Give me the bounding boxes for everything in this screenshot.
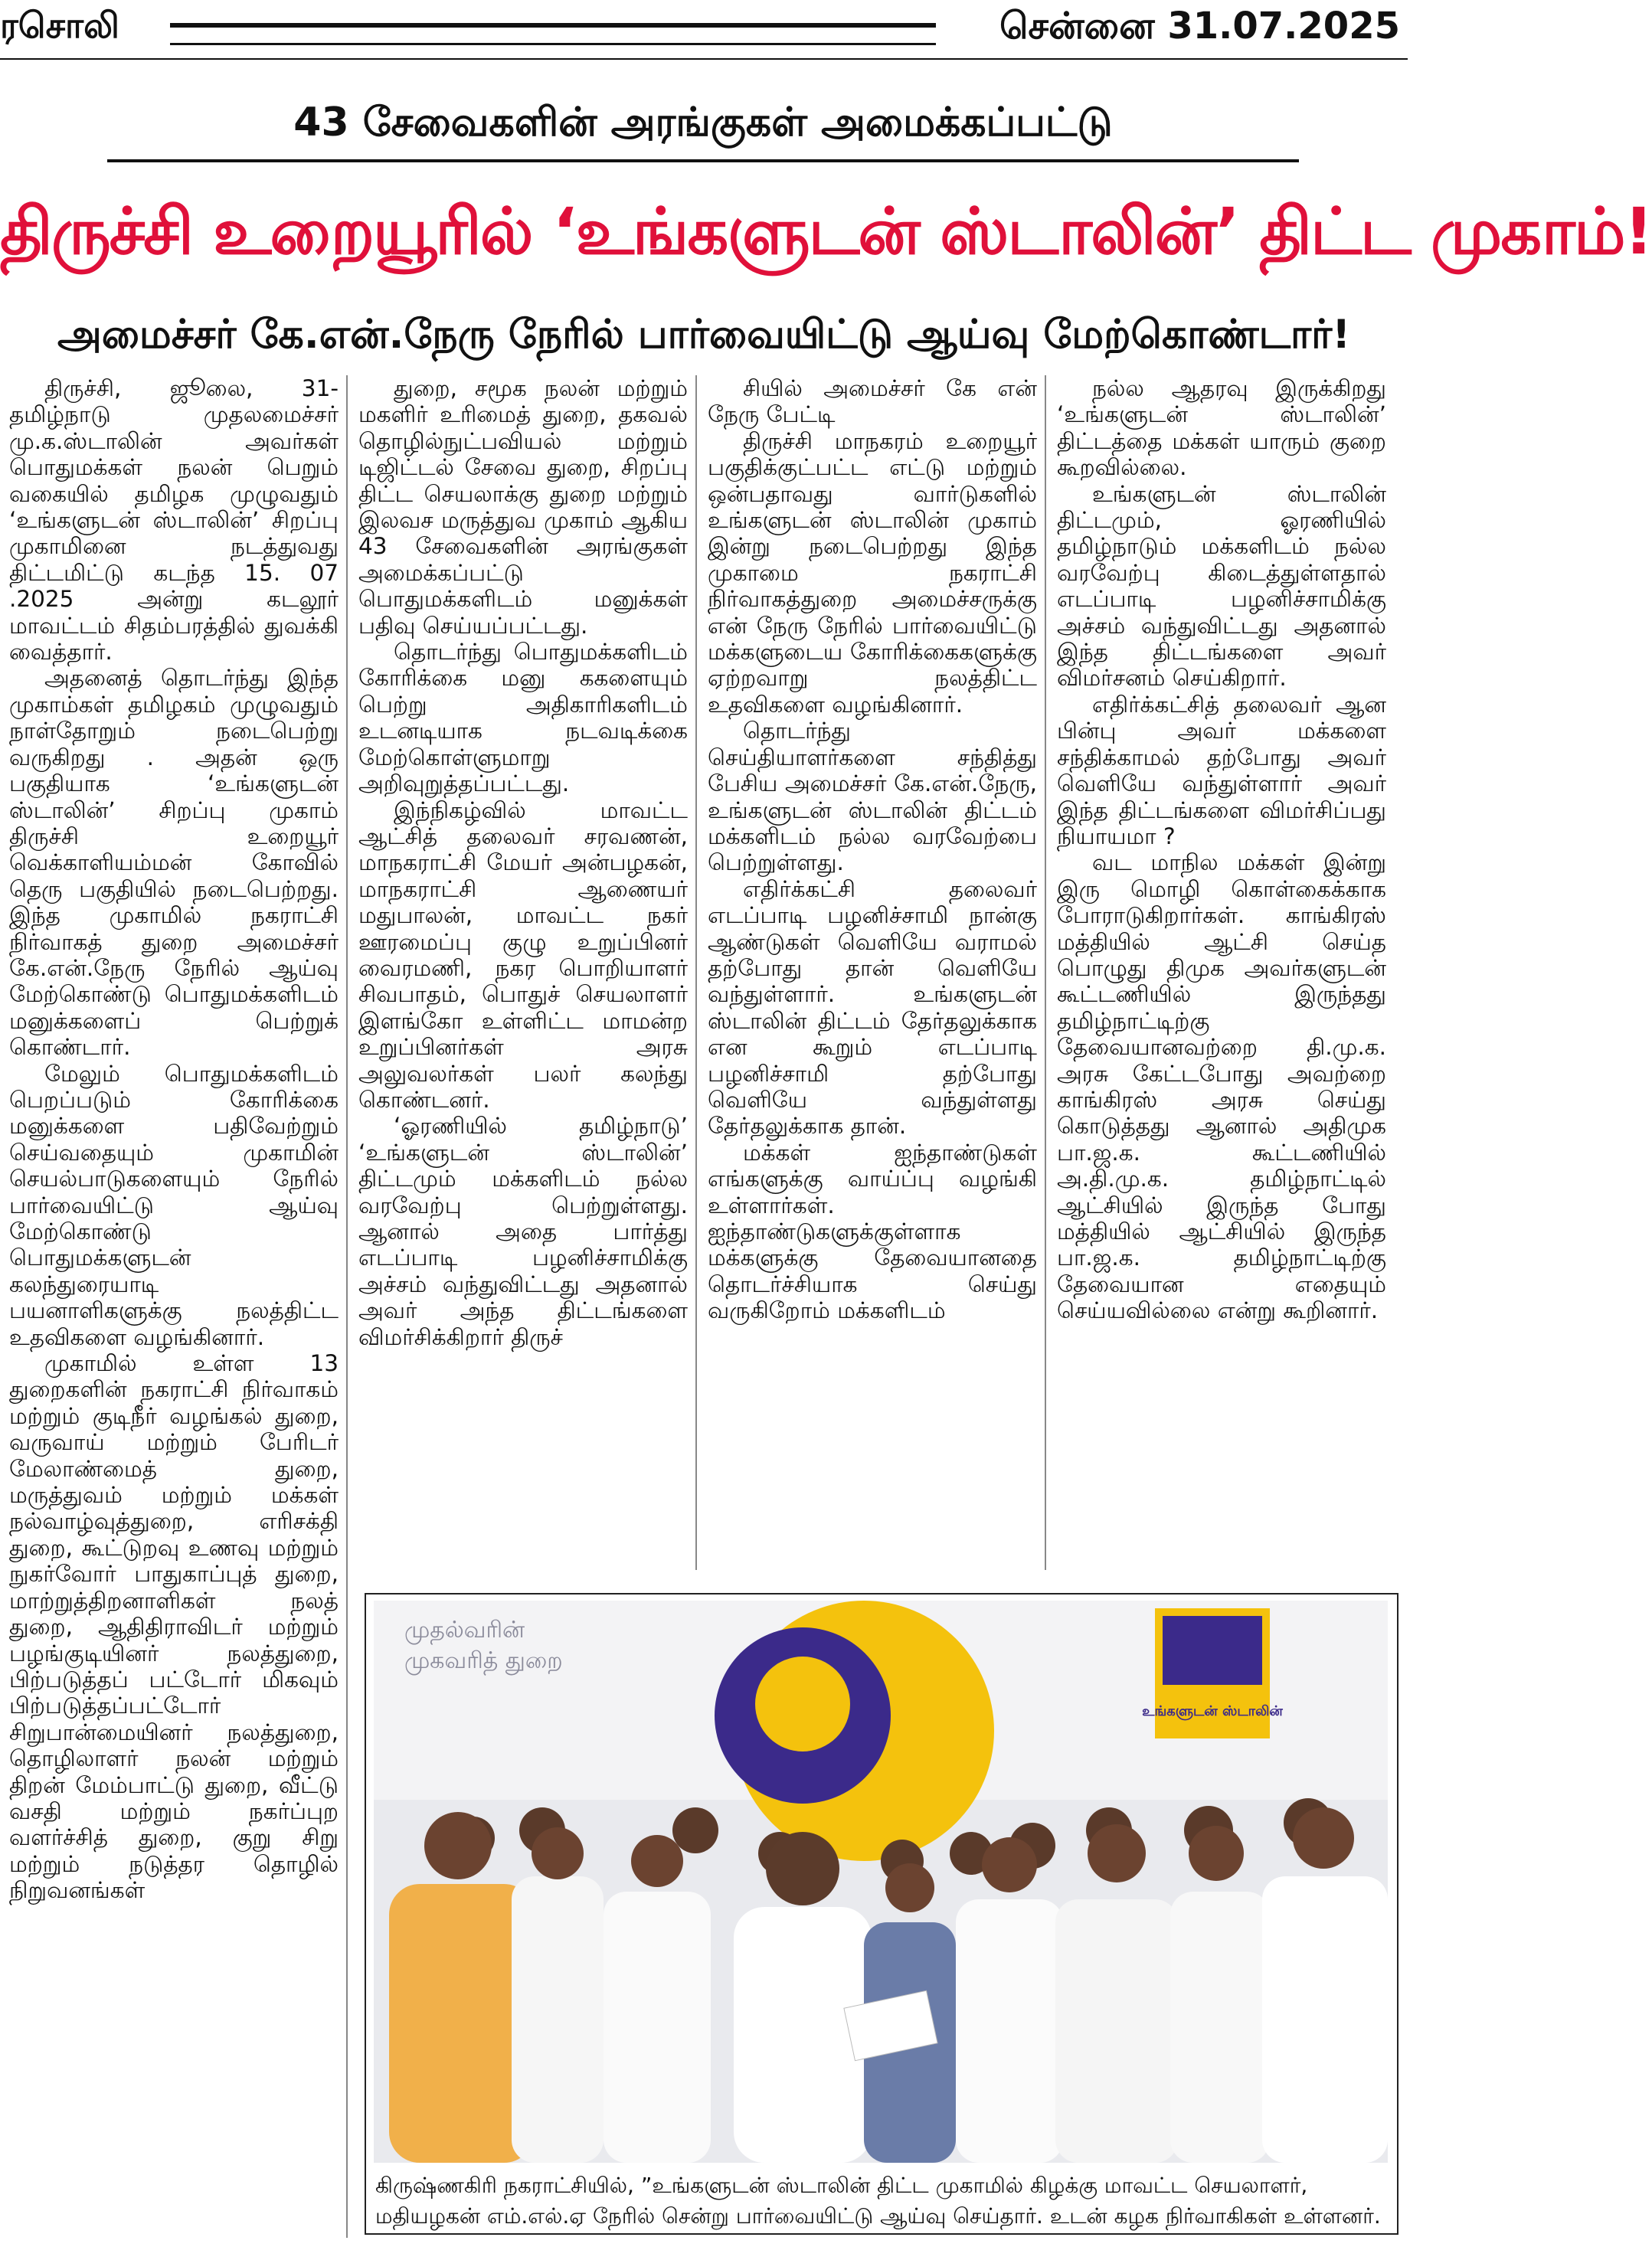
- paragraph: திருச்சி, ஜூலை, 31- தமிழ்நாடு முதலமைச்சர் மு.க.ஸ்டாலின் அவர்கள் பொதுமக்கள் நலன் பெறும் வகையில் தமிழக முழுவதும் ‘உங்களுடன் ஸ்டாலின்’ சிறப்பு முகாமினை நடத்துவது திட்டமிட்டு கடந்த 15. 07 .2025 அன்று கடலூர் மாவட்டம் சிதம்பரத்தில் துவக்கி வைத்தார்.: [9, 375, 339, 666]
- kicker: 43 சேவைகளின் அரங்குகள் அமைக்கப்பட்டு: [293, 100, 1113, 146]
- column-rule: [1045, 375, 1046, 1570]
- news-photo: [374, 1601, 1388, 2163]
- caption-line: மதியழகன் எம்.எல்.ஏ நேரில் சென்று பார்வையிட்டு ஆய்வு செய்தார். உடன் கழக நிர்வாகிகள் உள்ளனர்.: [375, 2203, 1381, 2229]
- subheadline: அமைச்சர் கே.என்.நேரு நேரில் பார்வையிட்டு ஆய்வு மேற்கொண்டார்!: [57, 312, 1351, 358]
- paragraph: துறை, சமூக நலன் மற்றும் மகளிர் உரிமைத் துறை, தகவல் தொழில்நுட்பவியல் மற்றும் டிஜிட்டல் சேவை துறை, சிறப்பு திட்ட செயலாக்கு துறை மற்றும் இலவச மருத்துவ முகாம் ஆகிய 43 சேவைகளின் அரங்குகள் அமைக்கப்பட்டு பொதுமக்களிடம் மனுக்கள் பதிவு செய்யப்பட்டது.: [358, 375, 688, 639]
- masthead-divider: [0, 58, 1408, 60]
- paragraph: ‘ஓரணியில் தமிழ்நாடு’ ‘உங்களுடன் ஸ்டாலின்’ திட்டமும் மக்களிடம் நல்ல வரவேற்பு பெற்றுள்ளது. ஆனால் அதை பார்த்து எடப்பாடி பழனிச்சாமிக்கு அச்சம் வந்துவிட்டது அதனால் அவர் அந்த திட்டங்களை விமர்சிக்கிறார் திருச்: [358, 1113, 688, 1350]
- masthead: [0, 0, 1408, 63]
- caption-line: கிருஷ்ணகிரி நகராட்சியில், ”உங்களுடன் ஸ்டாலின் திட்ட முகாமில் கிழக்கு மாவட்ட செயலாளர்,: [375, 2173, 1308, 2198]
- article-column-3: [708, 375, 1037, 1570]
- poster-face: [755, 1657, 850, 1751]
- paragraph: உங்களுடன் ஸ்டாலின் திட்டமும், ஓரணியில் தமிழ்நாடும் மக்களிடம் நல்ல வரவேற்பு கிடைத்துள்ளதால் எடப்பாடி பழனிச்சாமிக்கு அச்சம் வந்துவிட்டது அதனால் இந்த திட்டங்களை அவர் விமர்சனம் செய்கிறார்.: [1057, 480, 1386, 692]
- paragraph: எதிர்க்கட்சி தலைவர் எடப்பாடி பழனிச்சாமி நான்கு ஆண்டுகள் வெளியே வராமல் தற்போது தான் வெளியே வந்துள்ளார். உங்களுடன் ஸ்டாலின் திட்டம் தேர்தலுக்காக என கூறும் எடப்பாடி பழனிச்சாமி தற்போது வெளியே வந்துள்ளது தேர்தலுக்காக தான்.: [708, 875, 1037, 1140]
- paragraph: வட மாநில மக்கள் இன்று இரு மொழி கொள்கைக்காக போராடுகிறார்கள். காங்கிரஸ் மத்தியில் ஆட்சி செய்த பொழுது திமுக அவர்களுடன் கூட்டணியில் இருந்தது தமிழ்நாட்டிற்கு தேவையானவற்றை தி.மு.க. அரசு கேட்டபோது அவற்றை காங்கிரஸ் அரசு செய்து கொடுத்தது ஆனால் அதிமுக பா.ஜ.க. கூட்டணியில் அ.தி.மு.க. தமிழ்நாட்டில் ஆட்சியில் இருந்த போது மத்தியில் ஆட்சியில் இருந்த பா.ஜ.க. தமிழ்நாட்டிற்கு தேவையான எதையும் செய்யவில்லை என்று கூறினார்.: [1057, 849, 1386, 1324]
- article-column-4: [1057, 375, 1386, 1570]
- paragraph: சியில் அமைச்சர் கே என் நேரு பேட்டி: [708, 375, 1037, 428]
- column-rule: [695, 375, 697, 1570]
- paper-name: ரசொலி: [0, 5, 119, 46]
- paragraph: அதனைத் தொடர்ந்து இந்த முகாம்கள் தமிழகம் முழுவதும் நாள்தோறும் நடைபெற்று வருகிறது . அதன் ஒரு பகுதியாக ‘உங்களுடன் ஸ்டாலின்’ சிறப்பு முகாம் திருச்சி உறையூர் வெக்காளியம்மன் கோவில் தெரு பகுதியில் நடைபெற்றது. இந்த முகாமில் நகராட்சி நிர்வாகத் துறை அமைச்சர் கே.என்.நேரு நேரில் ஆய்வு மேற்கொண்டு பொதுமக்களிடம் மனுக்களைப் பெற்றுக் கொண்டார்.: [9, 665, 339, 1061]
- banner-text-2: முகவரித் துறை: [404, 1647, 563, 1674]
- city-date: சென்னை 31.07.2025: [999, 5, 1400, 47]
- headline: திருச்சி உறையூரில் ‘உங்களுடன் ஸ்டாலின்’ திட்ட முகாம்!: [0, 194, 1652, 269]
- kicker-underline: [107, 159, 1299, 162]
- article-column-1: [9, 375, 339, 2238]
- photo-illustration: [374, 1601, 1388, 2163]
- photo-caption: [375, 2170, 1388, 2232]
- paragraph: இந்நிகழ்வில் மாவட்ட ஆட்சித் தலைவர் சரவணன், மாநகராட்சி மேயர் அன்பழகன், மாநகராட்சி ஆணையர் மதுபாலன், மாவட்ட நகர் ஊரமைப்பு குழு உறுப்பினர் வைரமணி, நகர பொறியாளர் சிவபாதம், பொதுச் செயலாளர் இளங்கோ உள்ளிட்ட மாமன்ற உறுப்பினர்கள் அரசு அலுவலர்கள் பலர் கலந்து கொண்டனர்.: [358, 796, 688, 1113]
- paragraph: முகாமில் உள்ள 13 துறைகளின் நகராட்சி நிர்வாகம் மற்றும் குடிநீர் வழங்கல் துறை, வருவாய் மற்றும் பேரிடர் மேலாண்மைத் துறை, மருத்துவம் மற்றும் மக்கள் நல்வாழ்வுத்துறை, எரிசக்தி துறை, கூட்டுறவு உணவு மற்றும் நுகர்வோர் பாதுகாப்புத் துறை, மாற்றுத்திறனாளிகள் நலத் துறை, ஆதிதிராவிடர் மற்றும் பழங்குடியினர் நலத்துறை, பிற்படுத்தப் பட்டோர் மிகவும் பிற்படுத்தப்பட்டோர் சிறுபான்மையினர் நலத்துறை, தொழிலாளர் நலன் மற்றும் திறன் மேம்பாட்டு துறை, வீட்டு வசதி மற்றும் நகர்ப்புற வளர்ச்சித் துறை, குறு சிறு மற்றும் நடுத்தர தொழில் நிறுவனங்கள்: [9, 1350, 339, 1904]
- paragraph: தொடர்ந்து பொதுமக்களிடம் கோரிக்கை மனு ககளையும் பெற்று அதிகாரிகளிடம் உடனடியாக நடவடிக்கை மேற்கொள்ளுமாறு அறிவுறுத்தப்பட்டது.: [358, 639, 688, 797]
- mini-poster-text: உங்களுடன் ஸ்டாலின்: [1142, 1703, 1283, 1719]
- masthead-rule: [170, 23, 936, 45]
- paragraph: மக்கள் ஐந்தாண்டுகள் எங்களுக்கு வாய்ப்பு வழங்கி உள்ளார்கள். ஐந்தாண்டுகளுக்குள்ளாக மக்களுக்கு தேவையானதை தொடர்ச்சியாக செய்து வருகிறோம் மக்களிடம்: [708, 1139, 1037, 1324]
- news-photo-frame: [365, 1593, 1398, 2235]
- paragraph: மேலும் பொதுமக்களிடம் பெறப்படும் கோரிக்கை மனுக்களை பதிவேற்றும் செய்வதையும் முகாமின் செயல்பாடுகளையும் நேரில் பார்வையிட்டு ஆய்வு மேற்கொண்டு பொதுமக்களுடன் கலந்துரையாடி பயனாளிகளுக்கு நலத்திட்ட உதவிகளை வழங்கினார்.: [9, 1060, 339, 1350]
- column-rule: [346, 375, 348, 2238]
- banner-text-1: முதல்வரின்: [404, 1617, 525, 1644]
- paragraph: தொடர்ந்து செய்தியாளர்களை சந்தித்து பேசிய அமைச்சர் கே.என்.நேரு, உங்களுடன் ஸ்டாலின் திட்டம் மக்களிடம் நல்ல வரவேற்பை பெற்றுள்ளது.: [708, 718, 1037, 876]
- paragraph: திருச்சி மாநகரம் உறையூர் பகுதிக்குட்பட்ட எட்டு மற்றும் ஒன்பதாவது வார்டுகளில் உங்களுடன் ஸ்டாலின் முகாம் இன்று நடைபெற்றது இந்த முகாமை நகராட்சி நிர்வாகத்துறை அமைச்சருக்கு என் நேரு நேரில் பார்வையிட்டு மக்களுடைய கோரிக்கைகளுக்கு ஏற்றவாறு நலத்திட்ட உதவிகளை வழங்கினார்.: [708, 427, 1037, 718]
- article-column-2: [358, 375, 688, 1570]
- paragraph: எதிர்க்கட்சித் தலைவர் ஆன பின்பு அவர் மக்களை சந்திக்காமல் தற்போது அவர் வெளியே வந்துள்ளார் அவர் இந்த திட்டங்களை விமர்சிப்பது நியாயமா ?: [1057, 691, 1386, 849]
- paragraph: நல்ல ஆதரவு இருக்கிறது ‘உங்களுடன் ஸ்டாலின்’ திட்டத்தை மக்கள் யாரும் குறை கூறவில்லை.: [1057, 375, 1386, 481]
